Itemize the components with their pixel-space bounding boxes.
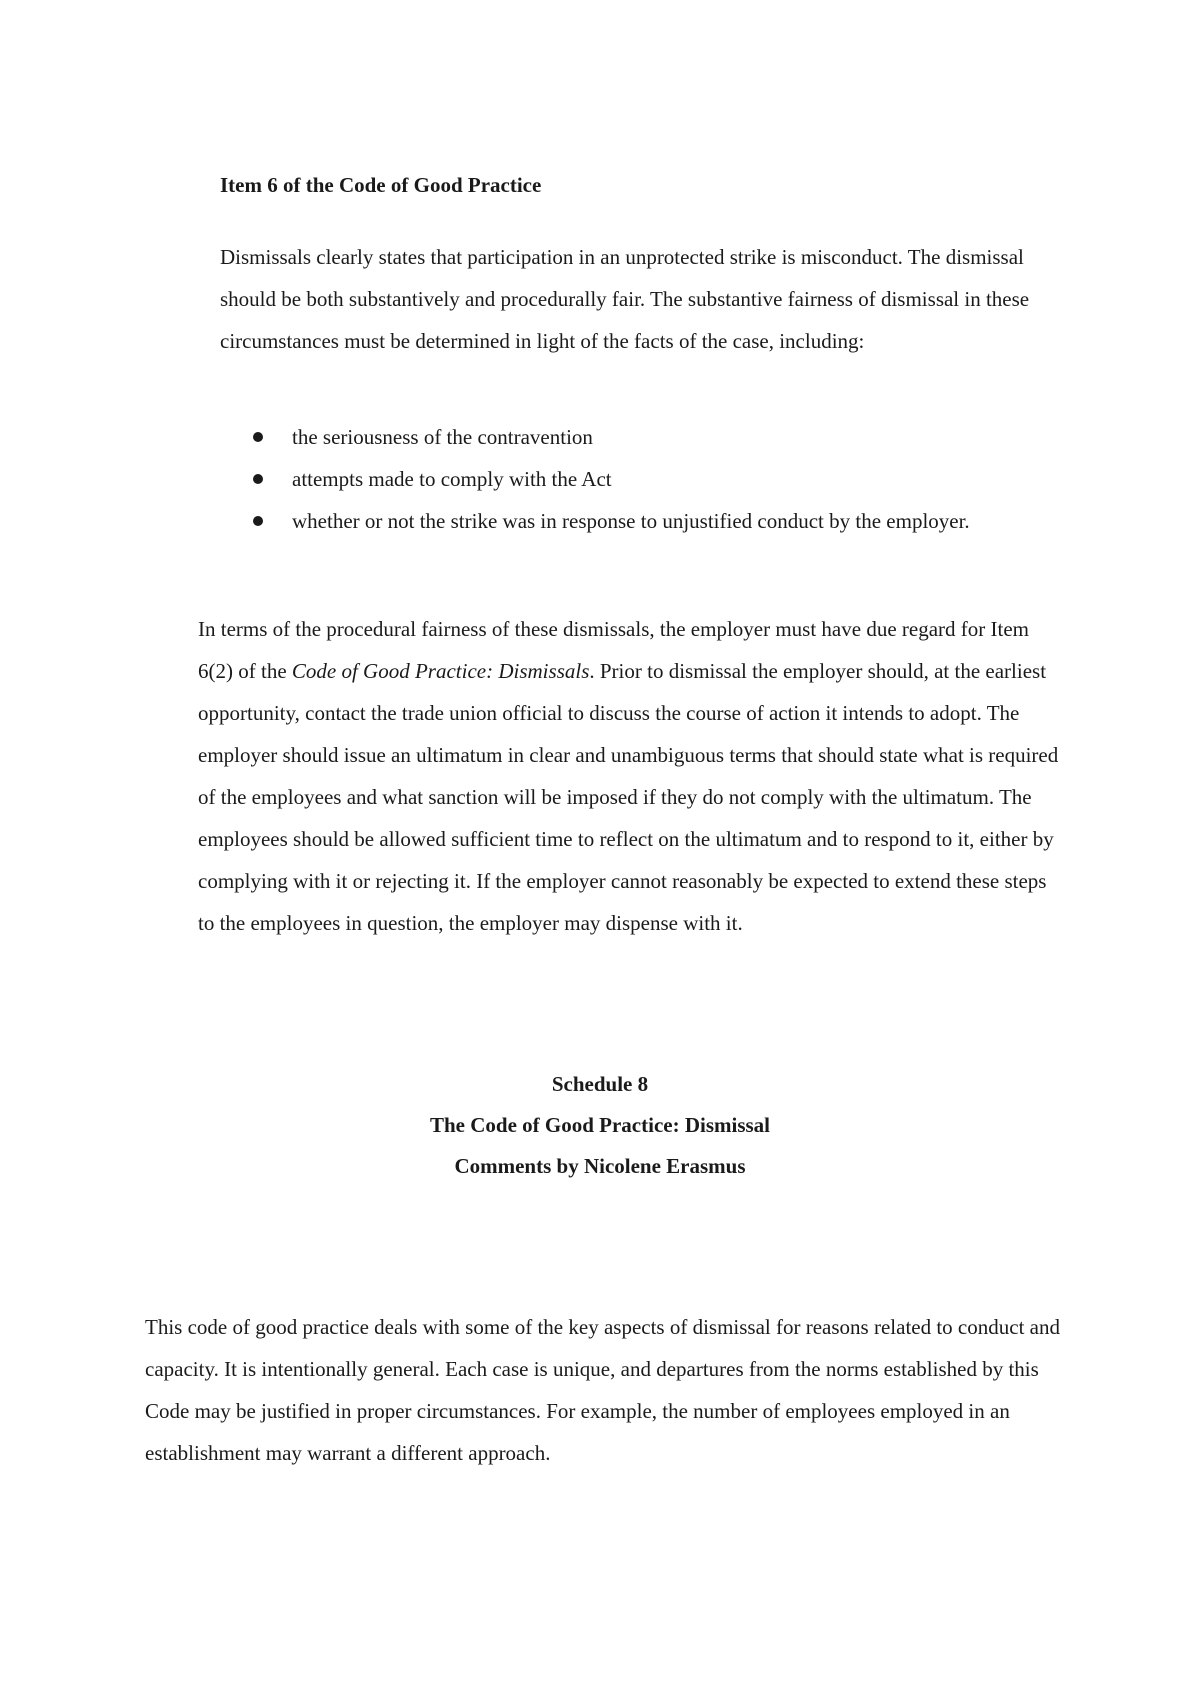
list-item-text: attempts made to comply with the Act <box>292 467 612 491</box>
code-overview-paragraph: This code of good practice deals with some of the key aspects of dismissal for reasons related to conduct and capacity. It is intentionally general. Each case is unique, and departures from the norms established by this Code may be justified in proper circumstances. For example, the number of employees employed in an establishment may warrant a different approach. <box>145 1315 1060 1465</box>
bullet-icon <box>253 516 263 526</box>
schedule-code-title: The Code of Good Practice: Dismissal <box>429 1113 771 1137</box>
code-title-italic: Code of Good Practice: Dismissals <box>291 659 590 683</box>
bullet-icon <box>253 432 263 442</box>
paragraph-text-after: . Prior to dismissal the employer should, at the earliest opportunity, contact the trade union official to discuss the course of action it intends to adopt. The employer should issue an ultimatum in clear and unambiguous terms that should state what is required of the employees and what sanction will be imposed if they do not comply with the ultimatum. The employees should be allowed sufficient time to reflect on the ultimatum and to respond to it, either by complying with it or rejecting it. If the employer cannot reasonably be expected to extend these steps to the employees in question, the employer may dispense with it. <box>198 659 1059 935</box>
intro-paragraph: Dismissals clearly states that participation in an unprotected strike is misconduct. The dismissal should be both substantively and procedurally fair. The substantive fairness of dismissal in these circumstances must be determined in light of the facts of the case, including: <box>220 245 1030 353</box>
schedule-author: Comments by Nicolene Erasmus <box>454 1154 746 1178</box>
paragraph-text-before: In terms of the procedural fairness of these dismissals, the employer must have due regard for Item 6(2) of the <box>198 617 1029 683</box>
list-item <box>248 458 1060 500</box>
list-item <box>248 416 1060 458</box>
schedule-title-block <box>0 1064 1200 1187</box>
list-item-text: whether or not the strike was in response to unjustified conduct by the employer. <box>292 509 970 533</box>
criteria-list <box>248 416 1060 542</box>
bullet-icon <box>253 474 263 484</box>
schedule-number: Schedule 8 <box>551 1072 649 1096</box>
procedural-fairness-paragraph <box>198 608 1060 944</box>
section-heading: Item 6 of the Code of Good Practice <box>220 173 542 197</box>
list-item-text: the seriousness of the contravention <box>292 425 593 449</box>
list-item <box>248 500 1060 542</box>
